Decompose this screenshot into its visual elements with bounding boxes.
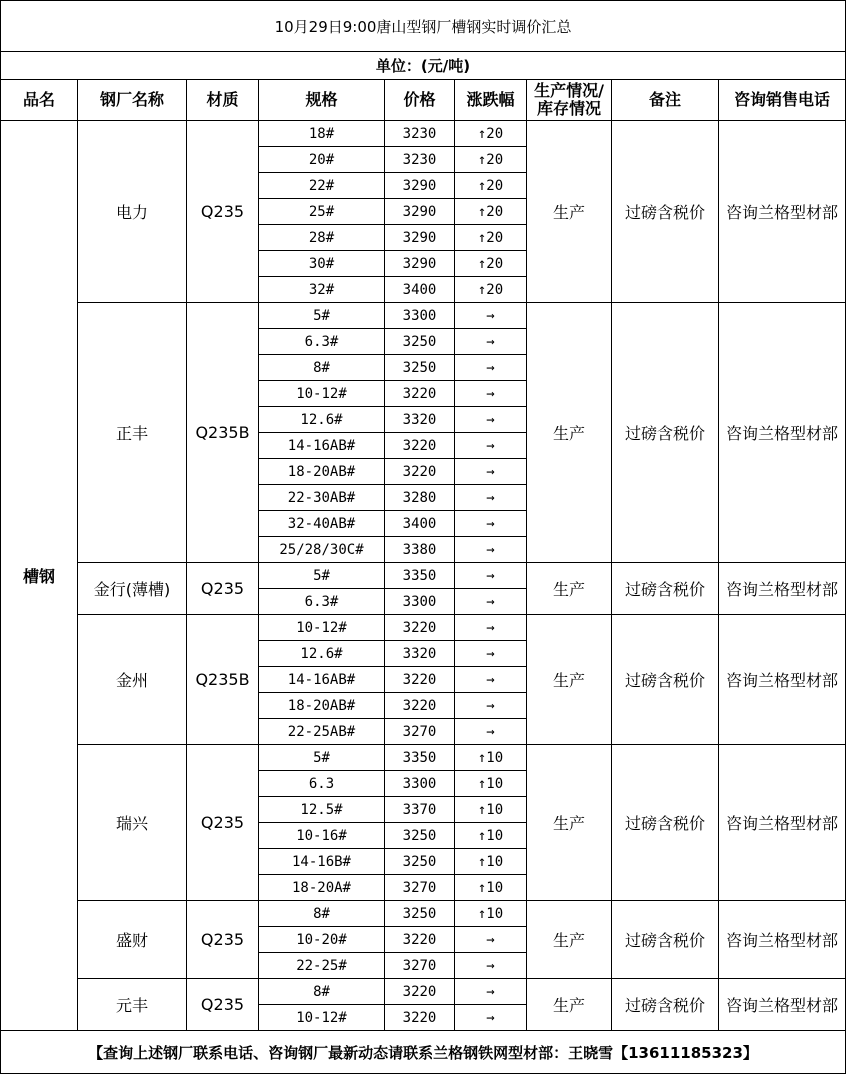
table-row [1,901,846,927]
price-cell: 3220 [385,381,455,407]
material-cell: Q235 [187,901,259,979]
change-cell [455,121,527,147]
spec-cell: 14-16AB# [259,667,385,693]
sheet-title: 10月29日9:00唐山型钢厂槽钢实时调价汇总 [1,1,846,52]
change-cell [455,303,527,329]
footer-contact-note: 【查询上述钢厂联系电话、咨询钢厂最新动态请联系兰格钢铁网型材部：王晓雪【13611185323】 [1,1031,846,1074]
arrow-up-icon: ↑ [477,905,487,922]
arrow-right-icon: → [486,593,495,610]
header-product: 品名 [1,80,78,121]
arrow-right-icon: → [486,619,495,636]
arrow-up-icon: ↑ [477,775,487,792]
change-cell [455,537,527,563]
unit-label: 单位：(元/吨) [1,52,846,80]
price-cell: 3220 [385,433,455,459]
note-cell: 过磅含税价 [612,303,719,563]
spec-cell: 32-40AB# [259,511,385,537]
contact-cell: 咨询兰格型材部 [719,901,846,979]
change-cell [455,615,527,641]
spec-cell: 22-25AB# [259,719,385,745]
price-cell: 3350 [385,745,455,771]
spec-cell: 18-20AB# [259,693,385,719]
change-cell [455,823,527,849]
price-cell: 3230 [385,121,455,147]
spec-cell: 5# [259,563,385,589]
price-cell: 3220 [385,693,455,719]
status-cell: 生产 [527,615,612,745]
mill-name: 元丰 [78,979,187,1031]
change-cell [455,875,527,901]
mill-name: 金州 [78,615,187,745]
spec-cell: 6.3 [259,771,385,797]
arrow-right-icon: → [486,697,495,714]
header-note: 备注 [612,80,719,121]
price-cell: 3300 [385,589,455,615]
change-value: 10 [486,801,504,818]
price-cell: 3250 [385,901,455,927]
status-cell: 生产 [527,303,612,563]
change-cell [455,563,527,589]
table-row [1,563,846,589]
mill-name: 电力 [78,121,187,303]
price-cell: 3220 [385,927,455,953]
change-cell [455,173,527,199]
spec-cell: 28# [259,225,385,251]
spec-cell: 22-30AB# [259,485,385,511]
mill-name: 正丰 [78,303,187,563]
change-cell [455,199,527,225]
change-cell [455,381,527,407]
change-cell [455,979,527,1005]
arrow-right-icon: → [486,333,495,350]
arrow-right-icon: → [486,723,495,740]
price-cell: 3270 [385,953,455,979]
change-cell [455,225,527,251]
spec-cell: 25/28/30C# [259,537,385,563]
price-cell: 3370 [385,797,455,823]
spec-cell: 8# [259,979,385,1005]
arrow-right-icon: → [486,567,495,584]
change-cell [455,901,527,927]
arrow-up-icon: ↑ [477,125,487,142]
change-cell [455,147,527,173]
material-cell: Q235 [187,121,259,303]
arrow-right-icon: → [486,541,495,558]
change-cell [455,927,527,953]
arrow-right-icon: → [486,671,495,688]
arrow-right-icon: → [486,983,495,1000]
price-cell: 3300 [385,303,455,329]
spec-cell: 14-16B# [259,849,385,875]
change-value: 10 [486,749,504,766]
arrow-up-icon: ↑ [477,749,487,766]
arrow-right-icon: → [486,307,495,324]
price-cell: 3380 [385,537,455,563]
note-cell: 过磅含税价 [612,563,719,615]
arrow-up-icon: ↑ [477,801,487,818]
spec-cell: 6.3# [259,589,385,615]
mill-name: 盛财 [78,901,187,979]
change-cell [455,1005,527,1031]
note-cell: 过磅含税价 [612,615,719,745]
spec-cell: 22-25# [259,953,385,979]
spec-cell: 5# [259,745,385,771]
table-row [1,745,846,771]
change-cell [455,407,527,433]
header-status: 生产情况/库存情况 [527,80,612,121]
spec-cell: 14-16AB# [259,433,385,459]
arrow-right-icon: → [486,645,495,662]
status-cell: 生产 [527,563,612,615]
spec-cell: 10-12# [259,381,385,407]
change-cell [455,355,527,381]
material-cell: Q235B [187,615,259,745]
spec-cell: 12.6# [259,641,385,667]
spec-cell: 6.3# [259,329,385,355]
price-cell: 3220 [385,1005,455,1031]
arrow-up-icon: ↑ [477,203,487,220]
price-cell: 3220 [385,459,455,485]
note-cell: 过磅含税价 [612,745,719,901]
contact-cell: 咨询兰格型材部 [719,303,846,563]
change-cell [455,277,527,303]
arrow-right-icon: → [486,463,495,480]
spec-cell: 20# [259,147,385,173]
change-cell [455,771,527,797]
price-cell: 3320 [385,407,455,433]
arrow-right-icon: → [486,359,495,376]
change-cell [455,459,527,485]
change-value: 10 [486,853,504,870]
change-cell [455,589,527,615]
arrow-up-icon: ↑ [477,177,487,194]
material-cell: Q235 [187,563,259,615]
change-cell [455,485,527,511]
arrow-right-icon: → [486,437,495,454]
spec-cell: 8# [259,355,385,381]
change-value: 20 [486,151,504,168]
price-cell: 3250 [385,329,455,355]
arrow-right-icon: → [486,957,495,974]
price-cell: 3400 [385,277,455,303]
contact-cell: 咨询兰格型材部 [719,979,846,1031]
product-name: 槽钢 [1,121,78,1031]
spec-cell: 10-12# [259,1005,385,1031]
status-cell: 生产 [527,121,612,303]
change-value: 20 [486,177,504,194]
arrow-up-icon: ↑ [477,151,487,168]
price-cell: 3250 [385,823,455,849]
change-value: 10 [486,879,504,896]
arrow-up-icon: ↑ [477,879,487,896]
change-cell [455,329,527,355]
note-cell: 过磅含税价 [612,979,719,1031]
price-cell: 3220 [385,979,455,1005]
material-cell: Q235B [187,303,259,563]
price-cell: 3250 [385,355,455,381]
arrow-right-icon: → [486,411,495,428]
mill-name: 金行(薄槽) [78,563,187,615]
spec-cell: 30# [259,251,385,277]
table-row [1,303,846,329]
change-cell [455,251,527,277]
header-change: 涨跌幅 [455,80,527,121]
arrow-up-icon: ↑ [477,853,487,870]
header-spec: 规格 [259,80,385,121]
spec-cell: 32# [259,277,385,303]
change-value: 10 [486,905,504,922]
change-value: 10 [486,827,504,844]
table-row [1,121,846,147]
change-cell [455,953,527,979]
price-cell: 3270 [385,719,455,745]
change-cell [455,667,527,693]
price-cell: 3320 [385,641,455,667]
material-cell: Q235 [187,979,259,1031]
change-value: 10 [486,775,504,792]
spec-cell: 10-12# [259,615,385,641]
change-value: 20 [486,203,504,220]
spec-cell: 10-20# [259,927,385,953]
change-cell [455,745,527,771]
arrow-right-icon: → [486,515,495,532]
change-cell [455,849,527,875]
status-cell: 生产 [527,979,612,1031]
spec-cell: 5# [259,303,385,329]
arrow-right-icon: → [486,1009,495,1026]
arrow-right-icon: → [486,489,495,506]
price-cell: 3400 [385,511,455,537]
change-cell [455,693,527,719]
change-value: 20 [486,281,504,298]
spec-cell: 18-20AB# [259,459,385,485]
price-cell: 3290 [385,225,455,251]
note-cell: 过磅含税价 [612,901,719,979]
spec-cell: 8# [259,901,385,927]
spec-cell: 18# [259,121,385,147]
spec-cell: 25# [259,199,385,225]
price-cell: 3250 [385,849,455,875]
price-cell: 3220 [385,667,455,693]
price-cell: 3220 [385,615,455,641]
price-cell: 3290 [385,251,455,277]
mill-name: 瑞兴 [78,745,187,901]
change-value: 20 [486,125,504,142]
spec-cell: 12.5# [259,797,385,823]
spec-cell: 10-16# [259,823,385,849]
price-cell: 3230 [385,147,455,173]
table-row [1,615,846,641]
change-cell [455,511,527,537]
header-price: 价格 [385,80,455,121]
price-cell: 3280 [385,485,455,511]
price-cell: 3350 [385,563,455,589]
price-cell: 3290 [385,173,455,199]
change-value: 20 [486,229,504,246]
contact-cell: 咨询兰格型材部 [719,745,846,901]
arrow-up-icon: ↑ [477,281,487,298]
table-row [1,979,846,1005]
arrow-up-icon: ↑ [477,827,487,844]
change-cell [455,719,527,745]
price-cell: 3290 [385,199,455,225]
arrow-up-icon: ↑ [477,229,487,246]
change-cell [455,641,527,667]
arrow-right-icon: → [486,385,495,402]
spec-cell: 12.6# [259,407,385,433]
contact-cell: 咨询兰格型材部 [719,563,846,615]
contact-cell: 咨询兰格型材部 [719,121,846,303]
change-value: 20 [486,255,504,272]
header-mill: 钢厂名称 [78,80,187,121]
header-material: 材质 [187,80,259,121]
status-cell: 生产 [527,901,612,979]
material-cell: Q235 [187,745,259,901]
price-cell: 3300 [385,771,455,797]
price-cell: 3270 [385,875,455,901]
note-cell: 过磅含税价 [612,121,719,303]
spec-cell: 18-20A# [259,875,385,901]
contact-cell: 咨询兰格型材部 [719,615,846,745]
change-cell [455,433,527,459]
spec-cell: 22# [259,173,385,199]
arrow-up-icon: ↑ [477,255,487,272]
arrow-right-icon: → [486,931,495,948]
change-cell [455,797,527,823]
status-cell: 生产 [527,745,612,901]
header-contact: 咨询销售电话 [719,80,846,121]
header-row [1,80,846,121]
